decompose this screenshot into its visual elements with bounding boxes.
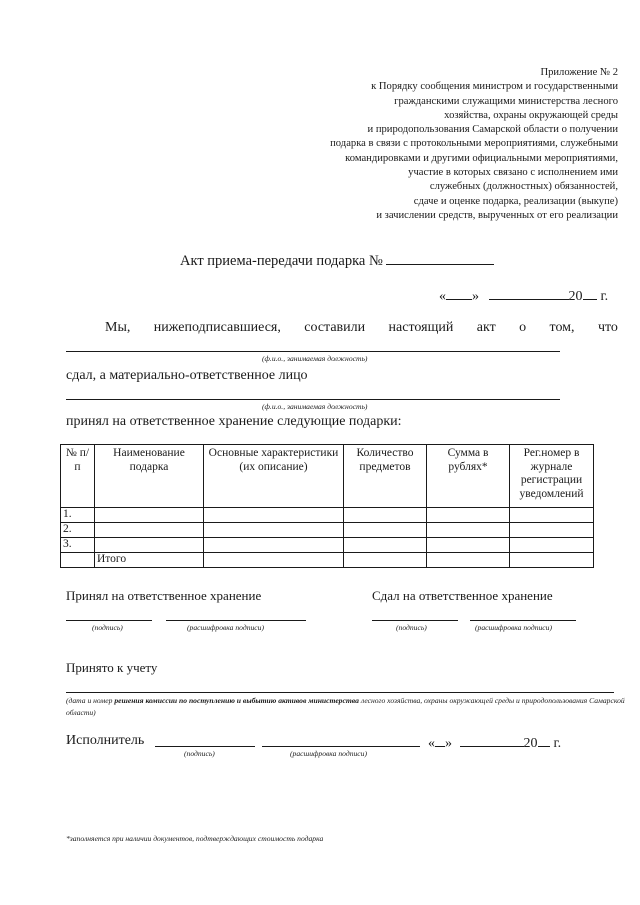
- cell-name[interactable]: [95, 538, 204, 553]
- executor-signature-field[interactable]: [155, 746, 255, 747]
- executor-year-prefix: 20: [523, 736, 538, 751]
- cell-sum[interactable]: [427, 508, 510, 523]
- intro-word: Мы,: [105, 320, 131, 335]
- cell-quantity[interactable]: [344, 523, 427, 538]
- cell-reg-number[interactable]: [510, 538, 594, 553]
- cell-sum[interactable]: [427, 553, 510, 568]
- cell-name[interactable]: [95, 523, 204, 538]
- date-close-quote: »: [472, 289, 479, 304]
- cell-sum[interactable]: [427, 523, 510, 538]
- appendix-line: служебных (должностных) обязанностей,: [429, 181, 618, 193]
- cell-quantity[interactable]: [344, 508, 427, 523]
- table-row: [61, 508, 594, 523]
- header-sum: Сумма в рублях*: [427, 445, 510, 508]
- registration-label: Принято к учету: [66, 660, 158, 675]
- caption-signature: (подпись): [396, 623, 427, 632]
- accepted-text: принял на ответственное хранение следующие подарки:: [66, 414, 402, 429]
- handed-signature-field[interactable]: [372, 620, 458, 621]
- total-label: Итого: [95, 553, 204, 568]
- cell-name[interactable]: [95, 508, 204, 523]
- appendix-line: подарка в связи с протокольными мероприятиями, служебными: [330, 138, 618, 150]
- cell-quantity[interactable]: [344, 538, 427, 553]
- cell-reg-number[interactable]: [510, 508, 594, 523]
- caption-decode: (расшифровка подписи): [475, 623, 552, 632]
- cell-characteristics[interactable]: [204, 523, 344, 538]
- appendix-line: и зачислении средств, вырученных от его реализации: [376, 209, 618, 221]
- caption-signature: (подпись): [92, 623, 123, 632]
- caption-fio-1: (ф.и.о., занимаемая должность): [262, 354, 368, 363]
- handed-text: сдал, а материально-ответственное лицо: [66, 368, 308, 383]
- accepted-signature-field[interactable]: [66, 620, 152, 621]
- executor-year-suffix: г.: [553, 736, 562, 751]
- intro-word: составили: [304, 320, 366, 335]
- intro-sentence: [105, 320, 618, 336]
- cell-sum[interactable]: [427, 538, 510, 553]
- caption-rest: лесного хозяйства, охраны окружающей среды и природопользования Самарской области): [66, 696, 625, 717]
- header-characteristics: Основные характеристики (их описание): [204, 445, 344, 508]
- day-field[interactable]: [446, 286, 472, 300]
- row-number: 1.: [61, 508, 95, 523]
- executor-label: Исполнитель: [66, 733, 145, 748]
- handing-person-field[interactable]: [66, 351, 560, 352]
- header-reg-number: Рег.номер в журнале регистрации уведомлений: [510, 445, 594, 508]
- appendix-line: Приложение № 2: [540, 67, 618, 78]
- cell-characteristics[interactable]: [204, 553, 344, 568]
- handed-label: Сдал на ответственное хранение: [372, 588, 553, 603]
- caption-signature: (подпись): [184, 749, 215, 758]
- accepted-decode-field[interactable]: [166, 620, 306, 621]
- executor-day-field[interactable]: [435, 733, 445, 747]
- caption-bold: решения комиссии по поступлению и выбытию активов министерства: [114, 696, 359, 705]
- appendix-line: и природопользования Самарской области о получении: [367, 124, 618, 136]
- cell-characteristics[interactable]: [204, 538, 344, 553]
- appendix-line: к Порядку сообщения министром и государственными: [371, 81, 618, 93]
- caption-prefix: (дата и номер: [66, 696, 113, 705]
- table-header-row: [61, 445, 594, 508]
- intro-word: том,: [549, 320, 575, 335]
- appendix-line: хозяйства, охраны окружающей среды: [444, 109, 618, 121]
- year-prefix: 20: [568, 289, 583, 304]
- accepted-label: Принял на ответственное хранение: [66, 588, 262, 603]
- year-field[interactable]: [583, 286, 597, 300]
- handed-decode-field[interactable]: [470, 620, 576, 621]
- row-number: 2.: [61, 523, 95, 538]
- caption-fio-2: (ф.и.о., занимаемая должность): [262, 402, 368, 411]
- caption-decode: (расшифровка подписи): [187, 623, 264, 632]
- gifts-table: [60, 444, 594, 568]
- table-total-row: [61, 553, 594, 568]
- executor-month-field[interactable]: [460, 733, 524, 747]
- title-text: Акт приема-передачи подарка №: [180, 253, 383, 269]
- intro-word: что: [597, 320, 618, 335]
- act-number-field[interactable]: [386, 251, 494, 265]
- appendix-line: гражданскими служащими министерства лесного: [394, 95, 618, 107]
- executor-year-field[interactable]: [538, 733, 550, 747]
- executor-quote-close: »: [445, 736, 452, 751]
- appendix-line: сдаче и оценке подарка, реализации (выкупе): [413, 195, 618, 207]
- registration-caption: [66, 695, 626, 719]
- total-number-cell: [61, 553, 95, 568]
- caption-decode: (расшифровка подписи): [290, 749, 367, 758]
- intro-word: акт: [476, 320, 496, 335]
- table-row: [61, 538, 594, 553]
- footnote: *заполняется при наличии документов, подтверждающих стоимость подарка: [66, 834, 324, 843]
- responsible-person-field[interactable]: [66, 399, 560, 400]
- intro-word: настоящий: [388, 320, 454, 335]
- appendix-line: участие в которых связано с исполнением ими: [408, 167, 618, 179]
- executor-date: [428, 733, 561, 752]
- cell-reg-number[interactable]: [510, 553, 594, 568]
- executor-decode-field[interactable]: [262, 746, 420, 747]
- cell-quantity[interactable]: [344, 553, 427, 568]
- intro-word: нижеподписавшиеся,: [153, 320, 281, 335]
- appendix-line: командировками и другими официальными мероприятиями,: [345, 152, 618, 164]
- intro-word: о: [519, 320, 527, 335]
- cell-reg-number[interactable]: [510, 523, 594, 538]
- cell-characteristics[interactable]: [204, 508, 344, 523]
- appendix-header: [198, 66, 618, 223]
- act-date: [439, 286, 608, 305]
- header-number: № п/п: [61, 445, 95, 508]
- executor-quote-open: «: [428, 736, 435, 751]
- table-row: [61, 523, 594, 538]
- header-quantity: Количество предметов: [344, 445, 427, 508]
- row-number: 3.: [61, 538, 95, 553]
- month-field[interactable]: [489, 286, 569, 300]
- date-open-quote: «: [439, 289, 446, 304]
- year-suffix: г.: [600, 289, 609, 304]
- registration-field[interactable]: [66, 692, 614, 693]
- document-title: [180, 251, 494, 270]
- header-name: Наименование подарка: [95, 445, 204, 508]
